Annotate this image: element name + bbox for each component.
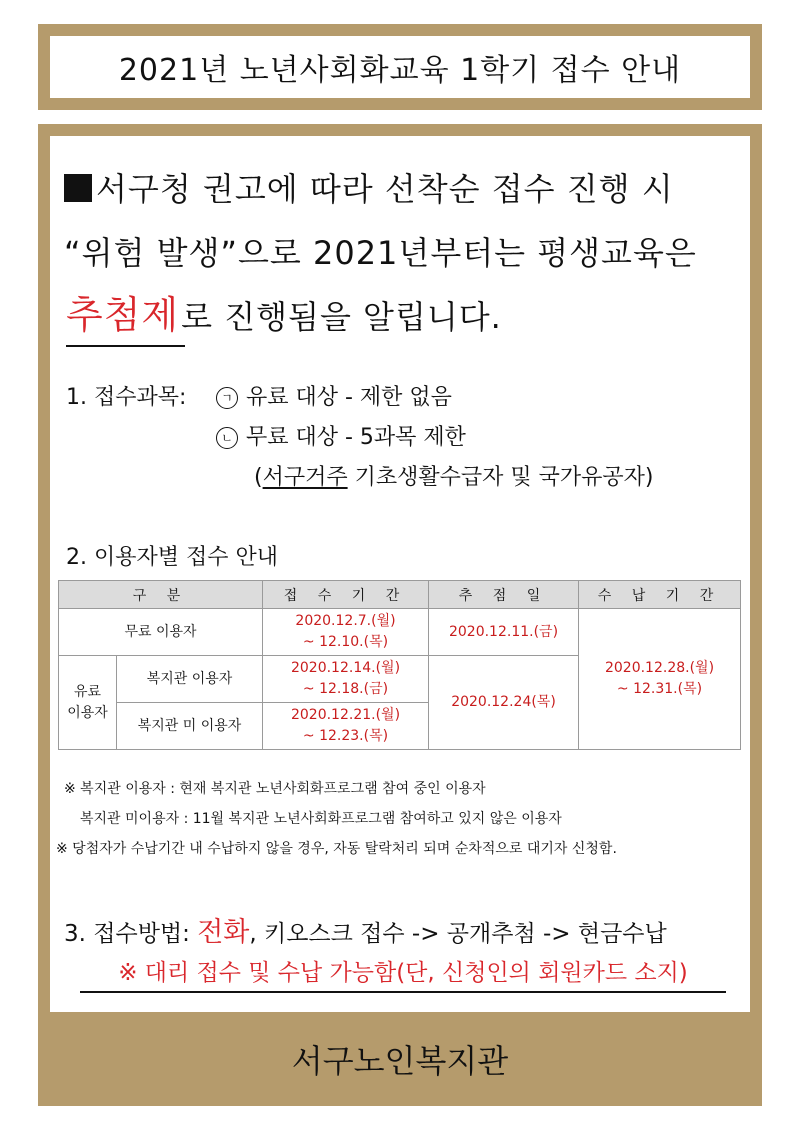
intro-line-1: 서구청 권고에 따라 선착순 접수 진행 시 xyxy=(64,164,674,210)
phone-highlight: 전화 xyxy=(197,917,250,948)
nonmember-period-cell: 2020.12.21.(월) ~ 12.23.(목) xyxy=(263,703,429,750)
square-bullet-icon xyxy=(64,174,92,202)
circled-marker-icon: ㄴ xyxy=(216,427,238,449)
circled-marker-icon: ㄱ xyxy=(216,387,238,409)
note-nonmember-definition: 복지관 미이용자 : 11월 복지관 노년사회화프로그램 참여하고 있지 않은 이용자 xyxy=(80,811,562,827)
notice-body xyxy=(50,136,750,1012)
header-draw-date: 추 점 일 xyxy=(429,581,579,609)
intro-line-2: “위험 발생”으로 2021년부터는 평생교육은 xyxy=(64,234,697,272)
organization-name: 서구노인복지관 xyxy=(291,1042,509,1080)
header-payment: 수 납 기 간 xyxy=(579,581,741,609)
intro-line-3: 추첨제 로 진행됨을 알립니다. xyxy=(64,284,502,339)
note-member-definition: ※ 복지관 이용자 : 현재 복지관 노년사회화프로그램 참여 중인 이용자 xyxy=(64,781,486,797)
paid-draw-cell: 2020.12.24(목) xyxy=(429,656,579,750)
payment-cell: 2020.12.28.(월) ~ 12.31.(목) xyxy=(579,609,741,750)
main-frame xyxy=(38,124,762,1106)
free-period-cell: 2020.12.7.(월) ~ 12.10.(목) xyxy=(263,609,429,656)
lottery-highlight: 추첨제 xyxy=(64,284,181,339)
table-row xyxy=(59,609,741,656)
section1-eligibility: (서구거주 기초생활수급자 및 국가유공자) xyxy=(254,465,654,490)
section3-method: 3. 접수방법: 전화, 키오스크 접수 -> 공개추첨 -> 현금수납 xyxy=(64,917,667,948)
registration-table xyxy=(58,580,741,750)
title-frame xyxy=(38,24,762,110)
header-category: 구 분 xyxy=(59,581,263,609)
free-user-cell: 무료 이용자 xyxy=(59,609,263,656)
section2-title: 2. 이용자별 접수 안내 xyxy=(66,545,278,570)
note-payment-deadline: ※ 당첨자가 수납기간 내 수납하지 않을 경우, 자동 탈락처리 되며 순차적으로 대기자 신청함. xyxy=(56,841,617,857)
nonmember-user-cell: 복지관 미 이용자 xyxy=(117,703,263,750)
member-period-cell: 2020.12.14.(월) ~ 12.18.(금) xyxy=(263,656,429,703)
free-draw-cell: 2020.12.11.(금) xyxy=(429,609,579,656)
section1-option-paid: ㄱ 유료 대상 - 제한 없음 xyxy=(216,380,452,411)
header-period: 접 수 기 간 xyxy=(263,581,429,609)
member-user-cell: 복지관 이용자 xyxy=(117,656,263,703)
paid-group-cell: 유료 이용자 xyxy=(59,656,117,750)
proxy-notice: ※ 대리 접수 및 수납 가능함(단, 신청인의 회원카드 소지) xyxy=(80,954,726,993)
page-title: 2021년 노년사회화교육 1학기 접수 안내 xyxy=(50,36,750,98)
table-header-row xyxy=(59,581,741,609)
section1-title: 1. 접수과목: xyxy=(66,385,187,410)
underline xyxy=(66,345,185,347)
section1-option-free: ㄴ 무료 대상 - 5과목 제한 xyxy=(216,420,466,451)
